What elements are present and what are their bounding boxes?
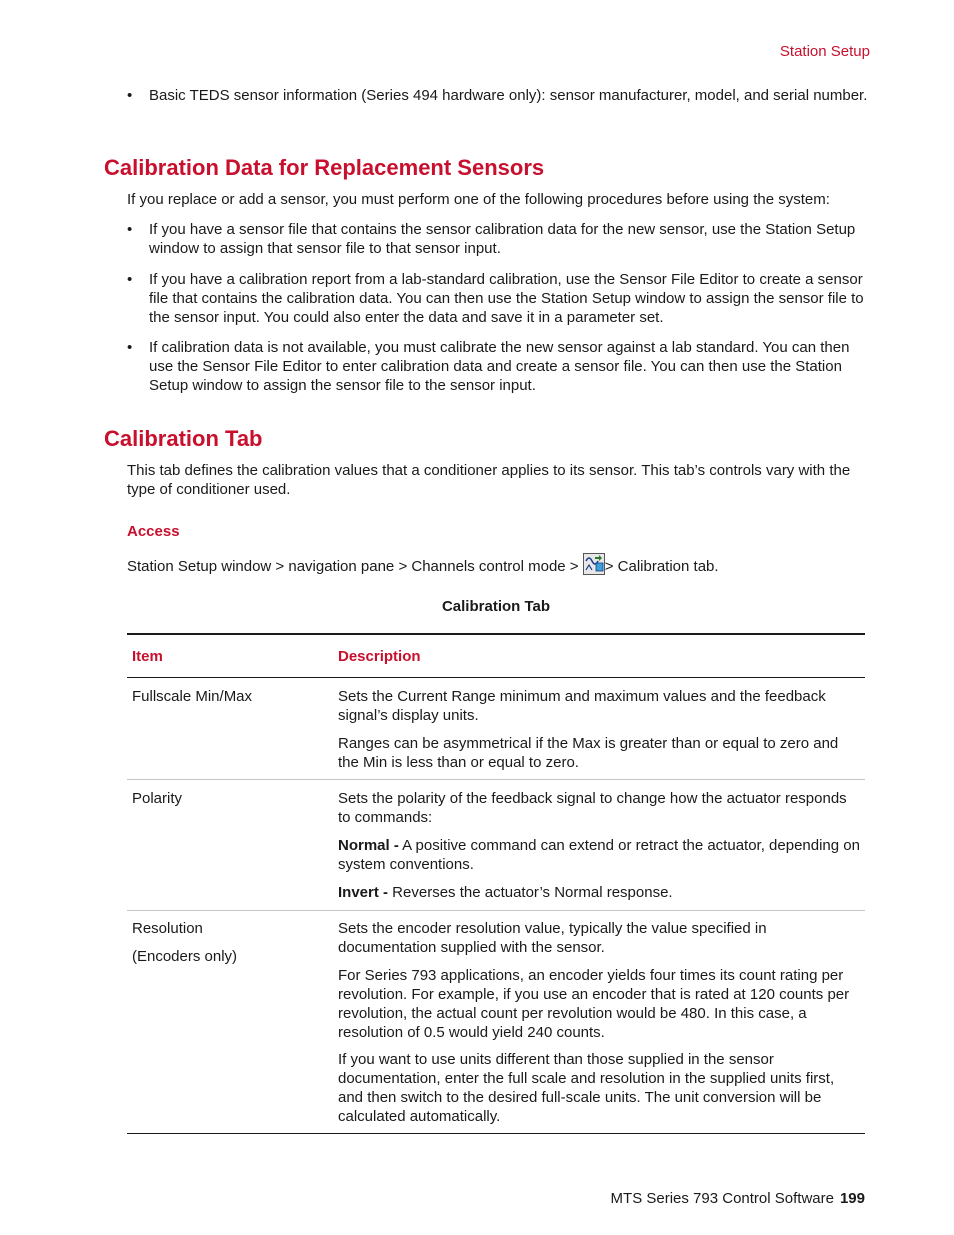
table-cell-description: Sets the encoder resolution value, typically the value specified in documentation supplied with the sensor. — [338, 920, 767, 956]
table-cell-description: For Series 793 applications, an encoder yields four times its count rating per revolution. For example, if you use an encoder that is rated at 120 counts per revolution, the actual count per revolution would be 480. In this case, a resolution of 0.5 would yield 240 counts. — [338, 967, 850, 1041]
table-cell-item: Resolution — [132, 920, 203, 937]
access-path-text: > Calibration tab. — [604, 558, 719, 575]
table-cell-item: Fullscale Min/Max — [132, 688, 253, 705]
table-header-item: Item — [132, 648, 163, 665]
running-header: Station Setup — [779, 43, 870, 60]
section-heading: Calibration Data for Replacement Sensors — [104, 155, 545, 180]
term-text: Reverses the actuator’s Normal response. — [388, 884, 673, 901]
table-bottom-rule — [127, 1133, 865, 1134]
table-cell-term — [338, 883, 863, 902]
table-cell-description: Ranges can be asymmetrical if the Max is greater than or equal to zero and the Min is less than or equal to zero. — [338, 735, 839, 771]
bullet-marker: • — [127, 221, 133, 238]
footer-title: MTS Series 793 Control Software — [610, 1190, 834, 1207]
page-footer — [611, 1189, 865, 1208]
section-intro: This tab defines the calibration values that a conditioner applies to its sensor. This tab’s controls vary with the type of conditioner used. — [127, 462, 851, 498]
list-item-text: Basic TEDS sensor information (Series 494 hardware only): sensor manufacturer, model, and serial number. — [149, 87, 868, 104]
term-label: Invert - — [338, 884, 389, 901]
table-cell-description: If you want to use units different than those supplied in the sensor documentation, enter the full scale and resolution in the supplied units first, and then switch to the desired full-scale units. The unit conversion will be calculated automatically. — [338, 1051, 835, 1125]
channels-control-mode-icon — [583, 553, 605, 575]
table-caption: Calibration Tab — [441, 598, 551, 615]
table-header-rule — [127, 677, 865, 678]
term-text: A positive command can extend or retract the actuator, depending on system conventions. — [338, 837, 860, 873]
table-cell-description: Sets the Current Range minimum and maximum values and the feedback signal’s display units. — [338, 688, 826, 724]
list-item-text: If you have a sensor file that contains the sensor calibration data for the new sensor, use the Station Setup window to assign that sensor file to that sensor input. — [149, 221, 856, 257]
access-path-text: Station Setup window > navigation pane > Channels control mode > — [127, 558, 583, 575]
bullet-marker: • — [127, 87, 133, 104]
list-item-text: If calibration data is not available, you must calibrate the new sensor against a lab standard. You can then use the Sensor File Editor to enter calibration data and create a sensor file. You can then use the Station Setup window to assign the sensor file to the sensor input. — [149, 339, 850, 394]
table-cell-term — [338, 836, 863, 874]
table-cell-item: Polarity — [132, 790, 183, 807]
page-number: 199 — [839, 1190, 865, 1207]
access-heading: Access — [127, 523, 180, 540]
bullet-marker: • — [127, 339, 133, 356]
table-cell-description: Sets the polarity of the feedback signal to change how the actuator responds to commands: — [338, 790, 847, 826]
section-heading: Calibration Tab — [104, 426, 263, 451]
table-row-rule — [127, 910, 865, 911]
table-header-description: Description — [338, 648, 421, 665]
table-row-rule — [127, 779, 865, 780]
section-intro: If you replace or add a sensor, you must perform one of the following procedures before using the system: — [127, 191, 830, 208]
table-top-rule — [127, 633, 865, 635]
bullet-marker: • — [127, 271, 133, 288]
access-path — [127, 553, 719, 576]
list-item-text: If you have a calibration report from a lab-standard calibration, use the Sensor File Editor to create a sensor file that contains the calibration data. You can then use the Station Setup window to assign the sensor file to the sensor input. You could also enter the data and save it in a parameter set. — [149, 271, 864, 326]
term-label: Normal - — [338, 837, 399, 854]
table-cell-item-note: (Encoders only) — [132, 948, 238, 965]
